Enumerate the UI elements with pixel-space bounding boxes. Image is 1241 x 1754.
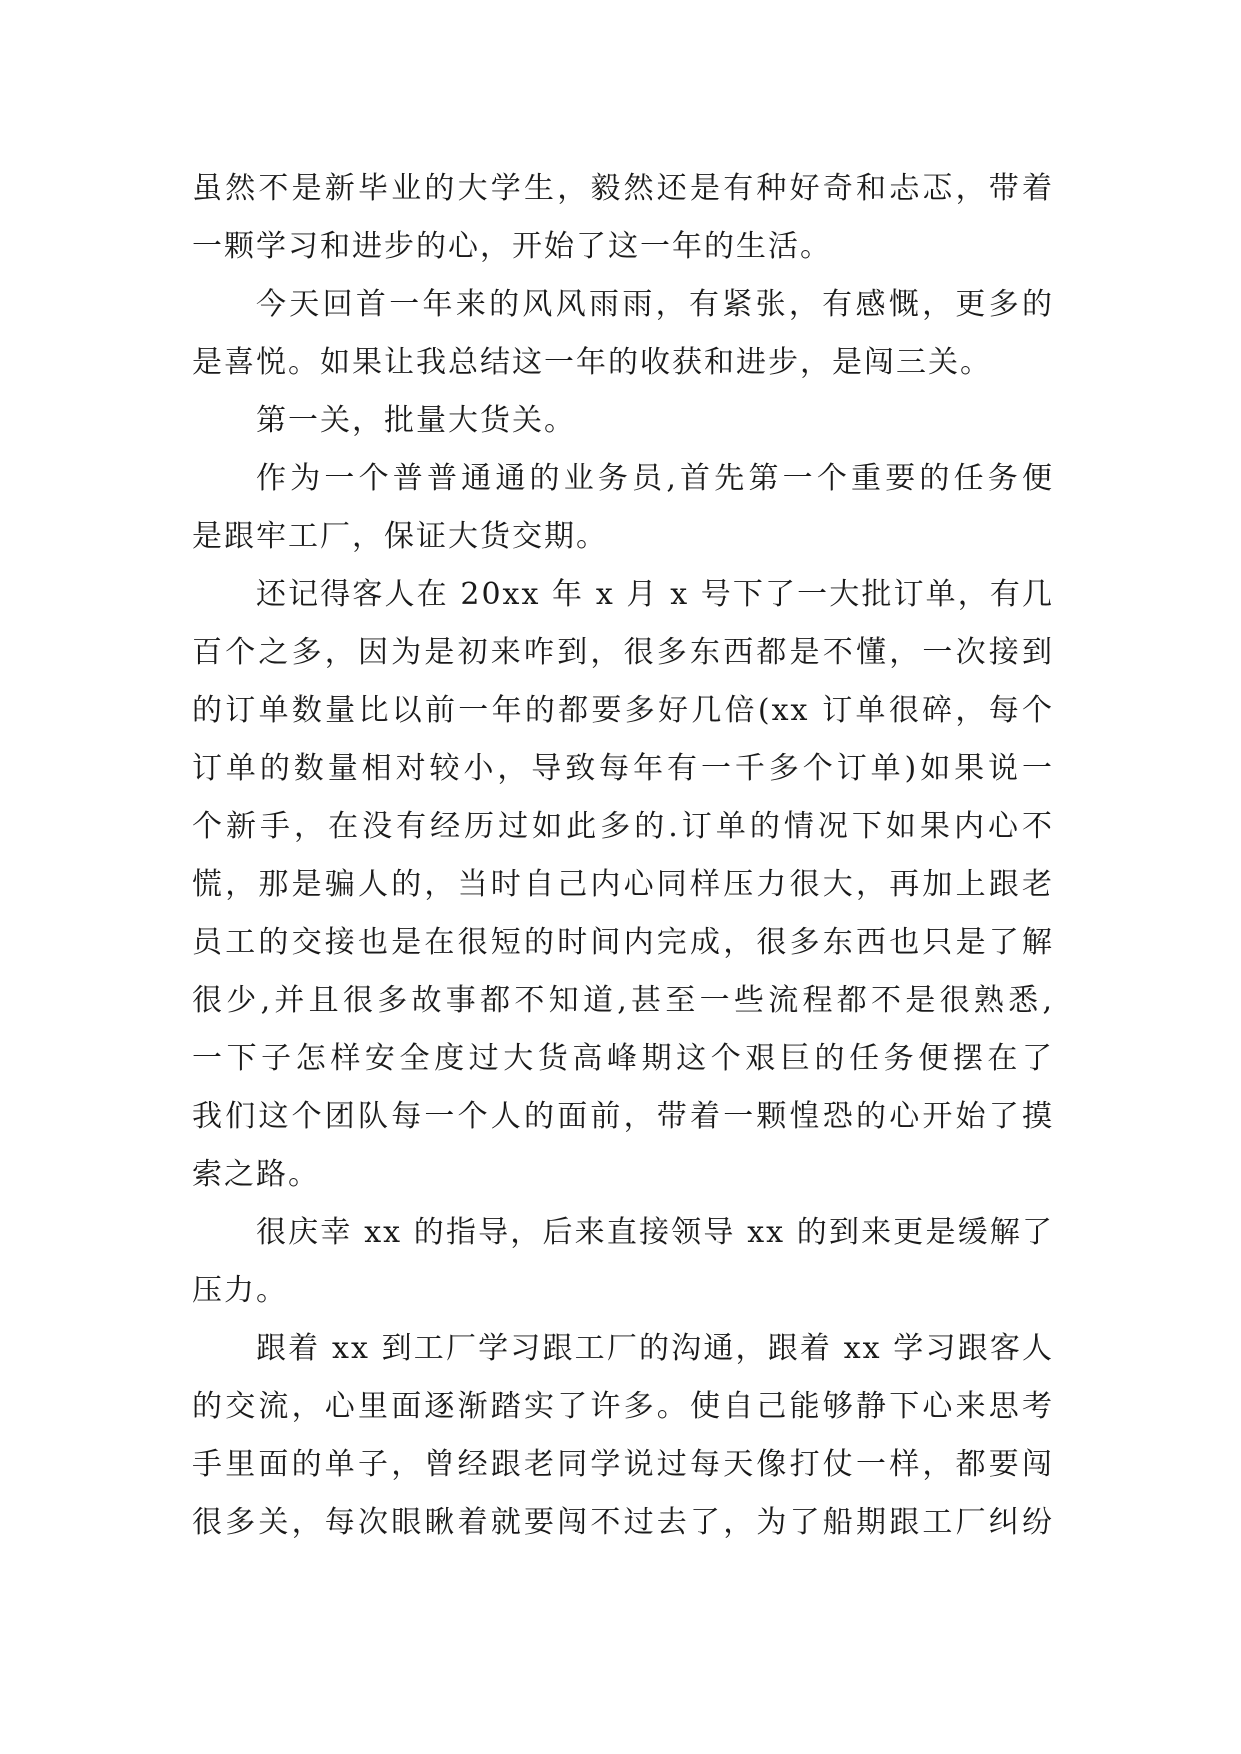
document-body	[192, 160, 1054, 1552]
text-line: 的交流，心里面逐渐踏实了许多。使自己能够静下心来思考	[192, 1389, 1054, 1424]
text-line: 作为一个普普通通的业务员,首先第一个重要的任务便	[256, 461, 1054, 496]
text-line: 压力。	[192, 1273, 288, 1308]
text-line: 今天回首一年来的风风雨雨，有紧张，有感慨，更多的	[256, 287, 1054, 322]
text-line: 还记得客人在 20xx 年 x 月 x 号下了一大批订单，有几	[256, 577, 1054, 612]
text-line: 的订单数量比以前一年的都要多好几倍(xx 订单很碎，每个	[192, 693, 1054, 728]
text-line: 手里面的单子，曾经跟老同学说过每天像打仗一样，都要闯	[192, 1447, 1054, 1482]
text-line: 跟着 xx 到工厂学习跟工厂的沟通，跟着 xx 学习跟客人	[256, 1331, 1054, 1366]
section-heading: 第一关，批量大货关。	[256, 403, 576, 438]
text-line: 员工的交接也是在很短的时间内完成，很多东西也只是了解	[192, 925, 1054, 960]
text-line: 是跟牢工厂，保证大货交期。	[192, 519, 608, 554]
text-line: 我们这个团队每一个人的面前，带着一颗惶恐的心开始了摸	[192, 1099, 1054, 1134]
text-line: 百个之多，因为是初来咋到，很多东西都是不懂，一次接到	[192, 635, 1054, 670]
text-line: 订单的数量相对较小，导致每年有一千多个订单)如果说一	[192, 751, 1054, 786]
text-line: 慌，那是骗人的，当时自己内心同样压力很大，再加上跟老	[192, 867, 1054, 902]
text-line: 一颗学习和进步的心，开始了这一年的生活。	[192, 229, 832, 264]
text-line: 虽然不是新毕业的大学生，毅然还是有种好奇和忐忑，带着	[192, 171, 1054, 206]
text-line: 很庆幸 xx 的指导，后来直接领导 xx 的到来更是缓解了	[256, 1215, 1054, 1250]
text-line: 很少,并且很多故事都不知道,甚至一些流程都不是很熟悉,	[192, 983, 1054, 1018]
text-line: 一下子怎样安全度过大货高峰期这个艰巨的任务便摆在了	[192, 1041, 1054, 1076]
text-line: 很多关，每次眼瞅着就要闯不过去了，为了船期跟工厂纠纷	[192, 1505, 1054, 1540]
text-line: 个新手，在没有经历过如此多的.订单的情况下如果内心不	[192, 809, 1054, 844]
text-line: 索之路。	[192, 1157, 320, 1192]
text-line: 是喜悦。如果让我总结这一年的收获和进步，是闯三关。	[192, 345, 992, 380]
